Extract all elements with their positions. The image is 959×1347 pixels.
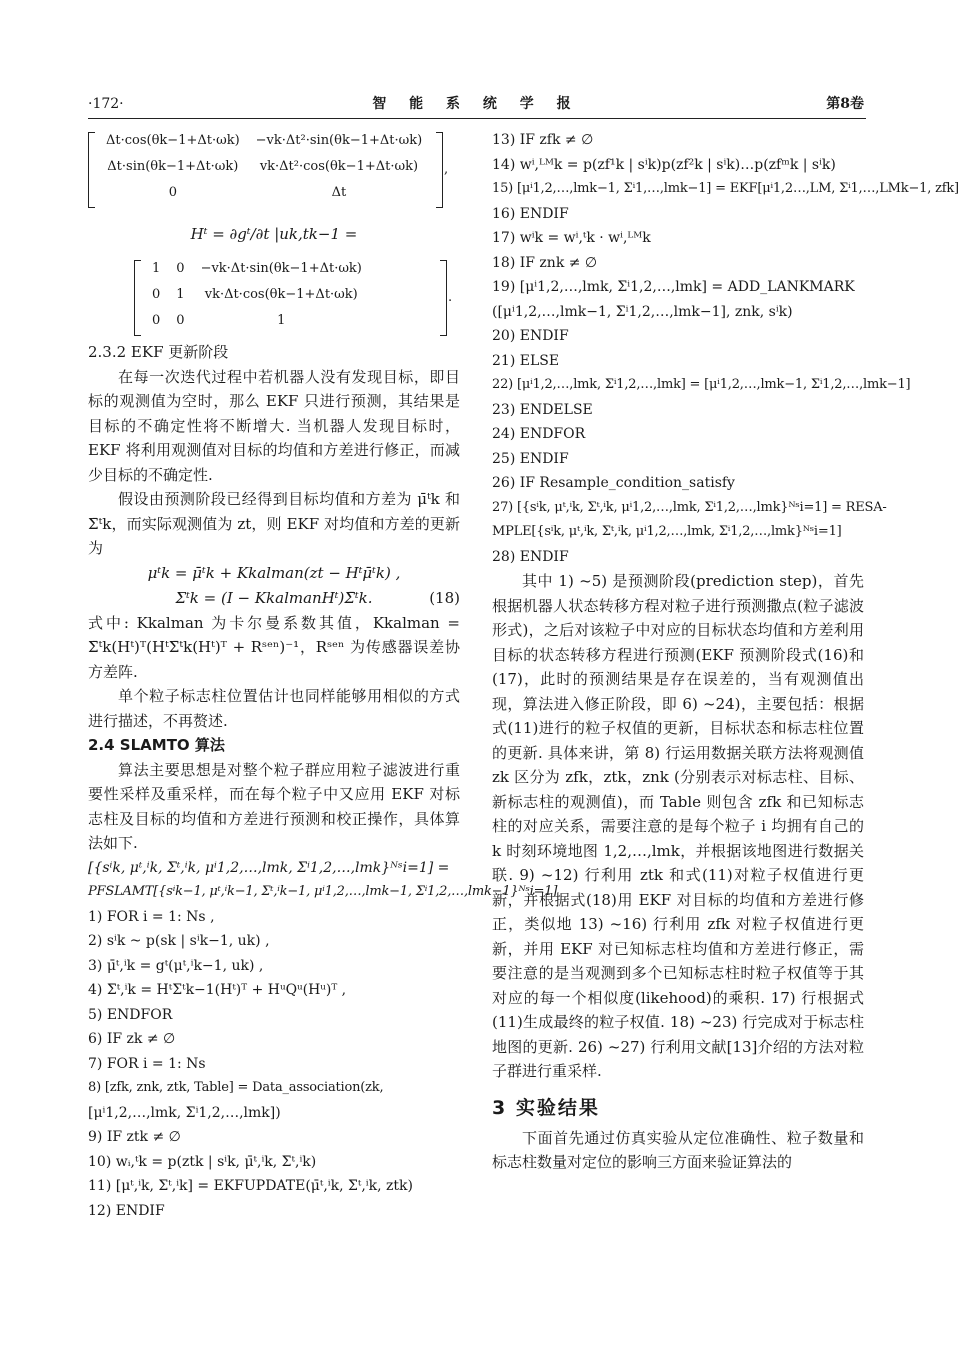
algorithm-line: 27) [{sⁱk, μᵗ,ⁱk, Σᵗ,ⁱk, μⁱ1,2,…,lmk, Σⁱ1,2,…,lmk}ᴺˢi=1] = RESA- (492, 499, 887, 515)
algorithm-line: 26) IF Resample_condition_satisfy (492, 475, 735, 491)
algorithm-line: 17) wⁱk = wⁱ,ᵗk · wⁱ,ᴸᴹk (492, 230, 651, 246)
paragraph-kalman-gain: 式中: Kkalman 为卡尔曼系数其值，Kkalman = Σ̄ᵗk(Hᵗ)ᵀ(HᵗΣ̄ᵗk(Hᵗ)ᵀ + Rˢᵉⁿ)⁻¹，Rˢᵉⁿ 为传感器误差协方差阵. (88, 613, 460, 681)
matrix-cell: Δt·sin(θk−1+Δt·ωk) (107, 158, 239, 174)
algorithm-line: 23) ENDELSE (492, 401, 593, 418)
right-column (492, 128, 959, 1175)
matrix-cell: Δt (331, 184, 347, 200)
algorithm-line: 5) ENDFOR (88, 1006, 173, 1023)
equation-18 (88, 561, 460, 611)
algorithm-line: PFSLAMT[{sⁱk−1, μᵗ,ⁱk−1, Σᵗ,ⁱk−1, μⁱ1,2,…,lmk−1, Σⁱ1,2,…,lmk−1}ᴺˢi=1] (88, 884, 558, 899)
h-definition: Hᵗ = ∂gᵗ/∂t |uk,tk−1 = (190, 225, 358, 243)
paragraph-landmark: 单个粒子标志柱位置估计也同样能够用相似的方式进行描述，不再赘述. (88, 687, 460, 730)
page-number: ·172· (88, 96, 124, 112)
matrix-cell: −vk·Δt²·sin(θk−1+Δt·ωk) (255, 132, 423, 148)
matrix-cell: vk·Δt²·cos(θk−1+Δt·ωk) (259, 158, 419, 174)
matrix-cell: 0 (168, 184, 177, 200)
matrix-cell: vk·Δt·cos(θk−1+Δt·ωk) (204, 286, 358, 302)
algorithm-line: 22) [μⁱ1,2,…,lmk, Σⁱ1,2,…,lmk] = [μⁱ1,2,…,lmk−1, Σⁱ1,2,…,lmk−1] (492, 377, 911, 392)
matrix-cell: 1 (176, 286, 185, 302)
equation-18-mean: μᵗk = μ̄ᵗk + Kkalman(zt − Hᵗμ̄ᵗk) , (147, 563, 401, 582)
algorithm-line: 25) ENDIF (492, 450, 569, 467)
algorithm-line: 16) ENDIF (492, 205, 569, 222)
algorithm-line: 21) ELSE (492, 352, 560, 369)
section-heading-2-3-2: 2.3.2 EKF 更新阶段 (88, 343, 229, 361)
jacobian-matrix-h: 1 0 −vk·Δt·sin(θk−1+Δt·ωk) 0 1 vk·Δt·cos(θk−1+Δt·ωk) 0 0 1 . (134, 256, 464, 340)
algorithm-line: 14) wⁱ,ᴸᴹk = p(zf¹k | sⁱk)p(zf²k | sⁱk)…p(zfᵐk | sⁱk) (492, 156, 836, 173)
algorithm-line: 6) IF zk ≠ ∅ (88, 1031, 176, 1047)
algorithm-line: 19) [μⁱ1,2,…,lmk, Σⁱ1,2,…,lmk] = ADD_LANKMARK (492, 279, 855, 295)
matrix-cell: 0 (152, 286, 161, 302)
algorithm-line: 8) [zfk, znk, ztk, Table] = Data_association(zk, (88, 1080, 384, 1095)
algorithm-listing-right (492, 128, 959, 569)
algorithm-line: [{sⁱk, μᵗ,ⁱk, Σᵗ,ⁱk, μⁱ1,2,…,lmk, Σⁱ1,2,…,lmk}ᴺˢi=1] = (88, 859, 450, 876)
algorithm-line: 12) ENDIF (88, 1202, 165, 1219)
matrix-cell: 1 (152, 260, 161, 276)
algorithm-line: 3) μ̄ᵗ,ⁱk = gᵗ(μᵗ,ⁱk−1, uk) , (88, 957, 264, 974)
algorithm-line: 15) [μⁱ1,2,…,lmk−1, Σⁱ1,…,lmk−1] = EKF[μⁱ1,2…,LM, Σⁱ1,…,LMk−1, zfk] (492, 181, 959, 196)
jacobian-matrix-g: Δt·cos(θk−1+Δt·ωk) −vk·Δt²·sin(θk−1+Δt·ωk) Δt·sin(θk−1+Δt·ωk) vk·Δt²·cos(θk−1+Δt·ωk) 0 Δt , (88, 128, 448, 212)
algorithm-line: 10) wᵢ,ᵗk = p(ztk | sⁱk, μ̄ᵗ,ⁱk, Σ̄ᵗ,ⁱk) (88, 1153, 317, 1170)
paragraph-prediction-result: 假设由预测阶段已经得到目标均值和方差为 μ̄ᵗk 和 Σ̄ᵗk，而实际观测值为 zt，则 EKF 对均值和方差的更新为 (88, 490, 460, 557)
paragraph-algorithm-idea: 算法主要思想是对整个粒子群应用粒子滤波进行重要性采样及重采样，而在每个粒子中又应用 EKF 对标志柱及目标的均值和方差进行预测和校正操作，具体算法如下. (88, 760, 460, 852)
algorithm-line: 24) ENDFOR (492, 426, 586, 442)
algorithm-line: 18) IF znk ≠ ∅ (492, 254, 598, 271)
algorithm-line: 9) IF ztk ≠ ∅ (88, 1129, 181, 1145)
matrix-cell: 1 (277, 312, 286, 328)
algorithm-line: 28) ENDIF (492, 548, 569, 565)
algorithm-line: MPLE[{sⁱk, μᵗ,ⁱk, Σᵗ,ⁱk, μⁱ1,2,…,lmk, Σⁱ1,2,…,lmk}ᴺˢi=1] (492, 524, 842, 539)
algorithm-line: 1) FOR i = 1: Ns , (88, 908, 215, 925)
section-heading-3: 3 实验结果 (492, 1096, 600, 1119)
paragraph-algorithm-explanation: 其中 1) ~5) 是预测阶段(prediction step)，首先根据机器人状态转移方程对粒子进行预测撒点(粒子滤波形式)，之后对该粒子中对应的目标状态均值和方差利用目标的状态转移方程进行预测(EKF 预测阶段式(16)和(17)，此时的预测结果是存在误差的，当有观测值出现，算法进入修正阶段，即 6) ~24)，主要包括：根据式(11)进行的粒子权值的更新，目标状态和标志柱位置的更新. 具体来讲，第 8) 行运用数据关联方法将观测值 zk 区分为 zfk，ztk，znk (分别表示对标志柱、目标、新标志柱的观测值)，而 Table 则包含 zfk 和已知标志柱的对应关系，需要注意的是每个粒子 i 均拥有自己的 k 时刻环境地图 1,2,…,lmk，并根据该地图进行数据关联. 9) ~12) 行利用 ztk 和式(11)对粒子权值进行更新，并根据式(18)用 EKF 对目标的均值和方差进行修正，类似地 13) ~16) 行利用 zfk 对粒子权值进行更新，并用 EKF 对已知标志柱均值和方差进行修正，需要注意的是当观测到多个已知标志柱时粒子权值等于其对应的每一个相似度(likehood)的乘积. 17) 行根据式(11)生成最终的粒子权值. 18) ~23) 行完成对于标志柱地图的更新. 26) ~27) 行利用文献[13]介绍的方法对粒子群进行重采样. (492, 572, 864, 1080)
algorithm-line: 11) [μᵗ,ⁱk, Σᵗ,ⁱk] = EKFUPDATE(μ̄ᵗ,ⁱk, Σ̄ᵗ,ⁱk, ztk) (88, 1178, 413, 1194)
algorithm-line: ([μⁱ1,2,…,lmk−1, Σⁱ1,2,…,lmk−1], znk, sⁱk) (492, 303, 793, 320)
volume-label: 第8卷 (826, 96, 864, 112)
matrix-cell: Δt·cos(θk−1+Δt·ωk) (106, 132, 240, 148)
algorithm-line: 7) FOR i = 1: Ns (88, 1055, 206, 1072)
algorithm-line: 4) Σ̄ᵗ,ⁱk = HᵗΣᵗk−1(Hᵗ)ᵀ + HᵘQᵘ(Hᵘ)ᵀ , (88, 982, 347, 998)
header-rule (88, 118, 866, 119)
algorithm-line: [μⁱ1,2,…,lmk, Σⁱ1,2,…,lmk]) (88, 1104, 281, 1121)
algorithm-line: 2) sⁱk ~ p(sk | sⁱk−1, uk) , (88, 933, 270, 949)
section-heading-2-4: 2.4 SLAMTO 算法 (88, 736, 225, 754)
algorithm-line: 20) ENDIF (492, 328, 569, 344)
equation-number: (18) (429, 588, 460, 607)
journal-title: 智 能 系 统 学 报 (372, 96, 580, 112)
algorithm-line: 13) IF zfk ≠ ∅ (492, 132, 594, 148)
running-header (88, 92, 864, 112)
matrix-cell: −vk·Δt·sin(θk−1+Δt·ωk) (200, 260, 362, 276)
matrix-cell: 0 (176, 260, 185, 276)
matrix-cell: 0 (176, 312, 185, 328)
paragraph-ekf-update: 在每一次迭代过程中若机器人没有发现目标，即目标的观测值为空时，那么 EKF 只进行预测，其结果是目标的不确定性将不断增大. 当机器人发现目标时，EKF 将利用观测值对目标的均值和方差进行修正，而减少目标的不确定性. (88, 367, 460, 484)
matrix-cell: 0 (152, 312, 161, 328)
paragraph-experiment-intro: 下面首先通过仿真实验从定位准确性、粒子数量和标志柱数量对定位的影响三方面来验证算法的 (492, 1128, 864, 1171)
equation-18-cov: Σᵗk = (I − KkalmanHᵗ)Σ̄ᵗk. (175, 588, 373, 607)
